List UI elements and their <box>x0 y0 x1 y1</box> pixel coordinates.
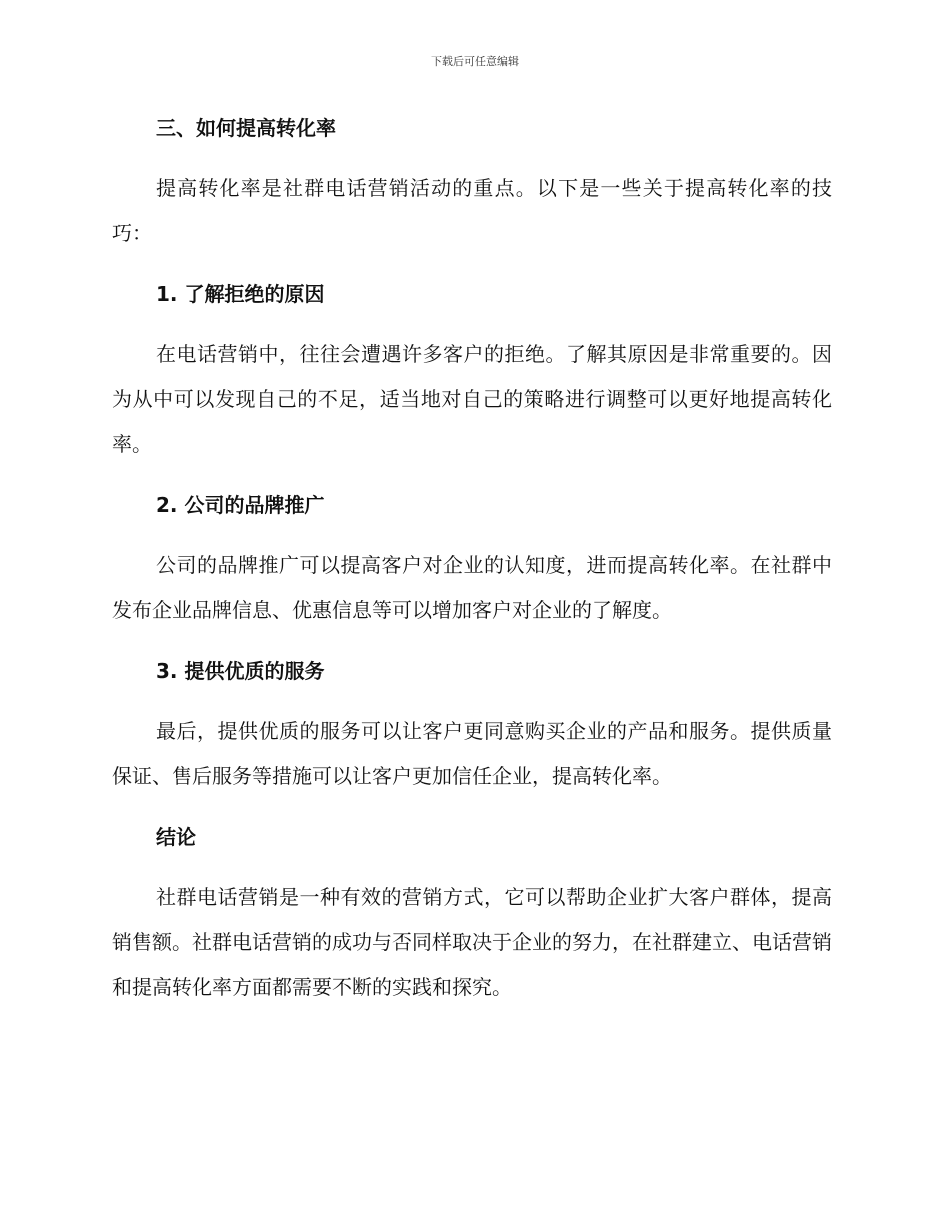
paragraph-conclusion: 社群电话营销是一种有效的营销方式，它可以帮助企业扩大客户群体，提高销售额。社群电话营销的成功与否同样取决于企业的努力，在社群建立、电话营销和提高转化率方面都需要不断的实践和探究。 <box>112 885 832 999</box>
section-heading-conversion: 三、如何提高转化率 <box>156 116 336 140</box>
document-body <box>112 110 832 1010</box>
page-header: 下载后可任意编辑 <box>431 55 519 68</box>
subheading-rejection-reasons: 1. 了解拒绝的原因 <box>156 282 325 306</box>
paragraph-brand-promotion: 公司的品牌推广可以提高客户对企业的认知度，进而提高转化率。在社群中发布企业品牌信息、优惠信息等可以增加客户对企业的了解度。 <box>112 553 832 622</box>
subheading-conclusion: 结论 <box>156 825 196 849</box>
subheading-quality-service: 3. 提供优质的服务 <box>156 659 325 683</box>
paragraph-intro: 提高转化率是社群电话营销活动的重点。以下是一些关于提高转化率的技巧： <box>112 176 832 245</box>
subheading-brand-promotion: 2. 公司的品牌推广 <box>156 493 325 517</box>
paragraph-rejection-reasons: 在电话营销中，往往会遭遇许多客户的拒绝。了解其原因是非常重要的。因为从中可以发现自己的不足，适当地对自己的策略进行调整可以更好地提高转化率。 <box>112 342 832 456</box>
paragraph-quality-service: 最后，提供优质的服务可以让客户更同意购买企业的产品和服务。提供质量保证、售后服务等措施可以让客户更加信任企业，提高转化率。 <box>112 719 832 788</box>
